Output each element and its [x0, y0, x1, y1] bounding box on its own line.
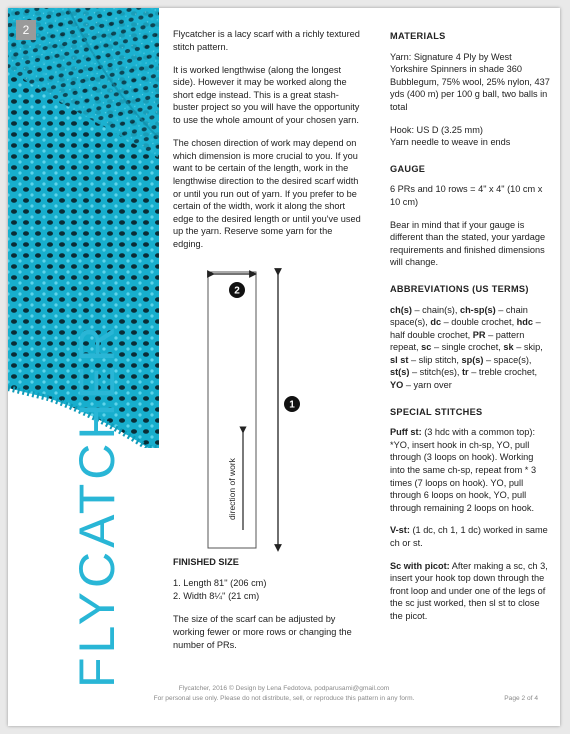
- intro-paragraph: It is worked lengthwise (along the longest side). However it may be worked along the short edge instead. This is a great stash-buster project so you will have the opportunity to use the whole amount of your chosen yarn.: [173, 64, 360, 126]
- pattern-page: [8, 8, 560, 726]
- intro-paragraph: Flycatcher is a lacy scarf with a richly textured stitch pattern.: [173, 29, 360, 52]
- footer-page-number: Page 2 of 4: [504, 695, 538, 702]
- materials-hook: Hook: US D (3.25 mm): [390, 124, 483, 135]
- abbreviations-list: ch(s) – chain(s), ch-sp(s) – chain space(s), dc – double crochet, hdc – half double crochet, PR – pattern repeat, sc – single crochet, sk – skip, sl st – slip stitch, sp(s) – space(s), st(s) – stitch(es), tr – treble crochet, YO – yarn over: [390, 304, 543, 391]
- sc-with-picot: Sc with picot: After making a sc, ch 3, insert your hook top down through the front loop and under one of the legs of the sc just worked, then sl st to close the picot.: [390, 560, 548, 621]
- finished-size-heading: FINISHED SIZE: [173, 557, 239, 567]
- badge-1-label: 1: [289, 399, 295, 411]
- details-column: [390, 30, 550, 633]
- gauge-text: 6 PRs and 10 rows = 4" x 4" (10 cm x 10 cm): [390, 184, 543, 207]
- special-stitches-heading: SPECIAL STITCHES: [390, 406, 483, 417]
- abbreviations-heading: ABBREVIATIONS (US TERMS): [390, 283, 529, 294]
- gauge-note: Bear in mind that if your gauge is different than the stated, your yardage requirements and finished dimensions will change.: [390, 219, 546, 268]
- materials-yarn: Yarn: Signature 4 Ply by West Yorkshire Spinners in shade 360 Bubblegum, 75% wool, 25% nylon, 437 yds (400 m) per 100 g ball, two balls in total: [390, 51, 550, 112]
- size-item: 1. Length 81'' (206 cm): [173, 578, 267, 588]
- materials-needle: Yarn needle to weave in ends: [390, 137, 511, 148]
- footer-credit: Flycatcher, 2016 © Design by Lena Fedotova, podparusami@gmail.com: [178, 685, 390, 692]
- page-footer: [8, 684, 560, 703]
- gauge-heading: GAUGE: [390, 163, 426, 174]
- size-note: The size of the scarf can be adjusted by working fewer or more rows or changing the number of PRs.: [173, 614, 352, 650]
- intro-paragraph: The chosen direction of work may depend on which dimension is more crucial to you. If you want to be certain of the length, work in the lengthwise direction to the desired scarf width or until you run out of yarn. If you prefer to be certain of the width, work it along the short edge to the desired length or until you've used up the yarn. Reserve some yarn for the edging.: [173, 138, 361, 249]
- scarf-dimension-diagram: [198, 260, 308, 560]
- v-stitch: V-st: (1 dc, ch 1, 1 dc) worked in same ch or st.: [390, 525, 548, 548]
- puff-stitch: Puff st: (3 hdc with a common top): *YO, insert hook in ch-sp, YO, pull through (3 loops on hook). Working into the same ch-sp, repeat from * 3 times (7 loops on hook). YO, pull through 6 loops on hook, YO, pull through remaining 2 loops on hook.: [390, 427, 537, 513]
- direction-of-work-label: direction of work: [227, 458, 237, 520]
- page-number-tab: 2: [16, 20, 36, 40]
- badge-2-label: 2: [234, 285, 240, 297]
- materials-heading: MATERIALS: [390, 31, 446, 41]
- vertical-title: FLYCATCHER: [69, 322, 125, 688]
- intro-column: [173, 28, 363, 261]
- footer-license: For personal use only. Please do not distribute, sell, or reproduce this pattern in any form.: [153, 694, 415, 702]
- size-item: 2. Width 8¼'' (21 cm): [173, 591, 260, 601]
- finished-size-section: [173, 556, 363, 652]
